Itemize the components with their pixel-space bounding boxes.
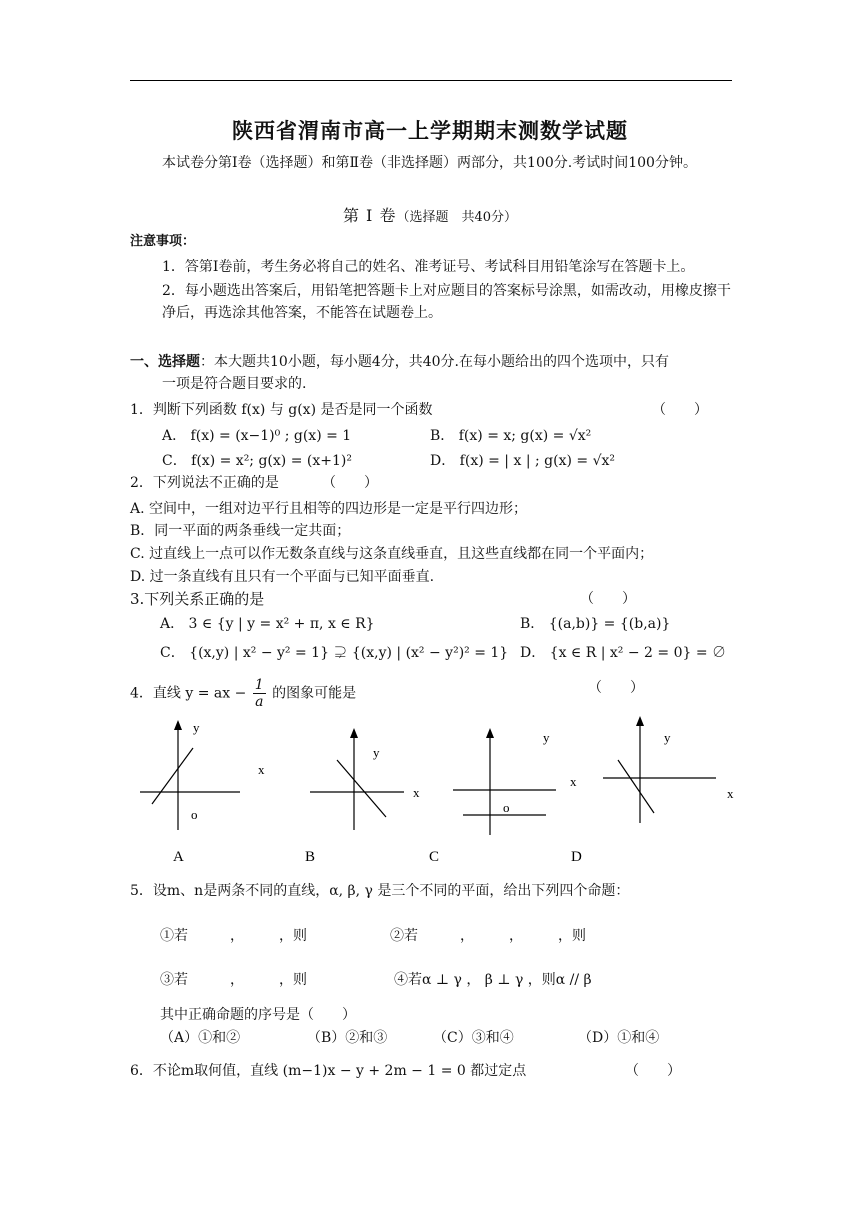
- q5-option-b: （B）②和③: [307, 1030, 388, 1046]
- part1-subtitle: （选择题 共40分）: [396, 210, 518, 225]
- q5-proposition-2: ②若 ， ， ，则: [390, 928, 586, 944]
- graph-d-y-arrow: [636, 716, 644, 726]
- header-rule: [130, 80, 732, 81]
- q2-option-c: C. 过直线上一点可以作无数条直线与这条直线垂直，且这些直线都在同一个平面内；: [130, 546, 654, 562]
- q6-stem: 6．不论m取何值，直线 (m−1)x − y + 2m − 1 = 0 都过定点: [130, 1063, 527, 1079]
- q5-option-d: （D）①和④: [578, 1030, 660, 1046]
- graph-d-y-label: y: [664, 730, 671, 745]
- q5-proposition-1: ①若 ， ，则: [160, 928, 307, 944]
- section-1-header: [130, 351, 742, 395]
- graph-b-label: B: [305, 849, 316, 865]
- graph-d-line: [618, 760, 654, 813]
- part1-heading: [0, 203, 860, 226]
- q5-stem: 5．设m、n是两条不同的直线，α, β, γ 是三个不同的平面，给出下列四个命题：: [130, 883, 630, 899]
- graph-b-y-arrow: [350, 728, 358, 738]
- q3-answer-blank: （ ）: [580, 591, 636, 607]
- graph-c-x-label: x: [570, 774, 577, 789]
- q5-option-c: （C）③和④: [433, 1030, 514, 1046]
- graph-a-origin: o: [191, 807, 198, 822]
- graph-d-x-label: x: [727, 786, 734, 801]
- intro-text: 本试卷分第Ⅰ卷（选择题）和第Ⅱ卷（非选择题）两部分，共100分.考试时间100分钟。: [162, 155, 697, 171]
- graph-a-y-arrow: [174, 720, 182, 730]
- graph-b-line: [337, 760, 386, 817]
- q4-answer-blank: （ ）: [588, 680, 644, 696]
- graph-a-label: A: [173, 849, 184, 865]
- notice-label: 注意事项：: [130, 234, 196, 249]
- notice-item-1: 1．答第Ⅰ卷前，考生务必将自己的姓名、准考证号、考试科目用铅笔涂写在答题卡上。: [162, 259, 695, 275]
- q5-proposition-3: ③若 ， ，则: [160, 972, 307, 988]
- q4-stem-pre: 4．直线 y = ax −: [130, 685, 247, 702]
- section-1-text: ：本大题共10小题，每小题4分，共40分.在每小题给出的四个选项中，只有: [200, 354, 669, 370]
- graph-c-label: C: [429, 849, 440, 865]
- page-title: 陕西省渭南市高一上学期期末测数学试题: [232, 119, 628, 143]
- q3-option-c: C． {(x,y) | x² − y² = 1} ⊋ {(x,y) | (x² − y²)² = 1}: [160, 645, 509, 661]
- graph-a-y-label: y: [193, 720, 200, 735]
- graph-a-x-label: x: [258, 762, 265, 777]
- q2-option-b: B．同一平面的两条垂线一定共面；: [130, 523, 351, 539]
- graph-b-x-label: x: [413, 785, 420, 800]
- q3-option-a: A． 3 ∈ {y | y = x² + π, x ∈ R}: [160, 616, 375, 632]
- q1-answer-blank: （ ）: [652, 402, 708, 418]
- q1-option-b: B． f(x) = x; g(x) = √x²: [430, 428, 592, 444]
- q5-question: 其中正确命题的序号是（ ）: [160, 1007, 356, 1023]
- q2-stem: 2．下列说法不正确的是: [130, 475, 279, 491]
- q4-graphs: [0, 700, 860, 870]
- q5-proposition-4: ④若α ⊥ γ ， β ⊥ γ ，则α // β: [394, 972, 592, 988]
- graph-c-y-arrow: [486, 728, 494, 738]
- graph-a-line: [152, 748, 193, 804]
- q2-option-d: D. 过一条直线有且只有一个平面与已知平面垂直.: [130, 569, 435, 585]
- graph-b-y-label: y: [373, 745, 380, 760]
- q4-frac-num: 1: [254, 677, 264, 693]
- notice-item-2: 2．每小题选出答案后，用铅笔把答题卡上对应题目的答案标号涂黑，如需改动，用橡皮擦干净后，再选涂其他答案，不能答在试题卷上。: [162, 283, 731, 321]
- section-1-text-2: 一项是符合题目要求的.: [162, 376, 307, 392]
- q6-answer-blank: （ ）: [625, 1063, 681, 1079]
- q3-stem: 3.下列关系正确的是: [130, 590, 265, 608]
- q4-frac-den: a: [255, 694, 264, 710]
- q1-option-a: A． f(x) = (x−1)⁰ ; g(x) = 1: [162, 428, 352, 444]
- q1-option-c: C． f(x) = x²; g(x) = (x+1)²: [162, 453, 352, 469]
- part1-title: 第 Ⅰ 卷: [342, 206, 397, 225]
- q4-stem-post: 的图象可能是: [272, 685, 357, 702]
- q1-option-d: D． f(x) = | x | ; g(x) = √x²: [430, 453, 615, 469]
- graph-d-label: D: [571, 849, 582, 865]
- q3-option-d: D． {x ∈ R | x² − 2 = 0} = ∅: [520, 645, 727, 661]
- q3-option-b: B． {(a,b)} = {(b,a)}: [520, 616, 671, 632]
- graph-c-origin: o: [503, 800, 510, 815]
- q2-answer-blank: （ ）: [322, 475, 378, 491]
- q5-option-a: （A）①和②: [160, 1030, 241, 1046]
- graph-c-y-label: y: [543, 730, 550, 745]
- section-1-label: 一、选择题: [130, 354, 200, 370]
- q2-option-a: A. 空间中，一组对边平行且相等的四边形是一定是平行四边形；: [130, 501, 528, 517]
- q1-stem: 1．判断下列函数 f(x) 与 g(x) 是否是同一个函数: [130, 402, 433, 418]
